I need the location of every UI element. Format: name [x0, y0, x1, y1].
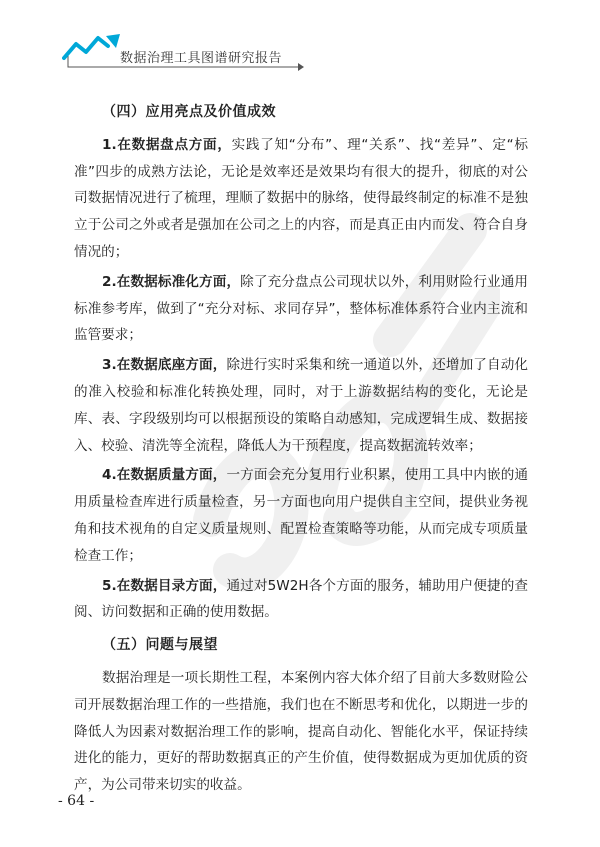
paragraph-lead: 3.在数据底座方面， [102, 357, 227, 374]
page-number: - 64 - [58, 793, 95, 809]
paragraph-text: 数据治理是一项长期性工程，本案例内容大体介绍了目前大多数财险公司开展数据治理工作的一些措施，我们也在不断思考和优化，以期进一步的降低人为因素对数据治理工作的影响，提高自动化、智能化水平，保证持续进化的能力，更好的帮助数据真正的产生价值，使得数据成为更加优质的资产，为公司带来切实的收益。 [74, 669, 528, 794]
page-header [0, 0, 600, 80]
paragraph-data-foundation [74, 352, 528, 459]
header-rule-arrow [298, 63, 304, 71]
paragraph-outlook [74, 665, 528, 799]
paragraph-text: 除了充分盘点公司现状以外，利用财险行业通用标准参考库，做到了“充分对标、求同存异”，整体标准体系符合业内主流和监管要求； [74, 273, 528, 344]
paragraph-lead: 5.在数据目录方面， [102, 577, 227, 594]
paragraph-text: 通过对5W2H各个方面的服务，辅助用户便捷的查阅、访问数据和正确的使用数据。 [74, 577, 528, 621]
paragraph-lead: 1.在数据盘点方面， [102, 136, 232, 153]
report-title: 数据治理工具图谱研究报告 [120, 51, 283, 66]
paragraph-data-catalog [74, 573, 528, 627]
paragraph-data-standardization [74, 269, 528, 349]
section-heading-highlights: （四）应用亮点及价值成效 [102, 104, 276, 120]
paragraph-lead: 2.在数据标准化方面， [102, 273, 241, 290]
paragraph-lead: 4.在数据质量方面， [102, 467, 227, 484]
trend-arrow-icon [62, 28, 122, 68]
paragraph-text: 除进行实时采集和统一通道以外，还增加了自动化的准入校验和标准化转换处理，同时，对于上游数据结构的变化，无论是库、表、字段级别均可以根据预设的策略自动感知，完成逻辑生成、数据接入、校验、清洗等全流程，降低人为干预程度，提高数据流转效率； [74, 357, 529, 454]
paragraph-text: 一方面会充分复用行业积累，使用工具中内嵌的通用质量检查库进行质量检查，另一方面也向用户提供自主空间，提供业务视角和技术视角的自定义质量规则、配置检查策略等功能，从而完成专项质量检查工作； [74, 467, 529, 564]
section-heading-outlook: （五）问题与展望 [102, 637, 218, 654]
paragraph-text: 实践了知“分布”、理“关系”、找“差异”、定“标准”四步的成熟方法论，无论是效率还是效果均有很大的提升，彻底的对公司数据情况进行了梳理，理顺了数据中的脉络，使得最终制定的标准不是独立于公司之外或者是强加在公司之上的内容，而是真正由内而发、符合自身情况的； [74, 136, 529, 260]
paragraph-data-inventory [74, 132, 528, 266]
paragraph-data-quality [74, 462, 528, 569]
page-body [74, 99, 528, 802]
